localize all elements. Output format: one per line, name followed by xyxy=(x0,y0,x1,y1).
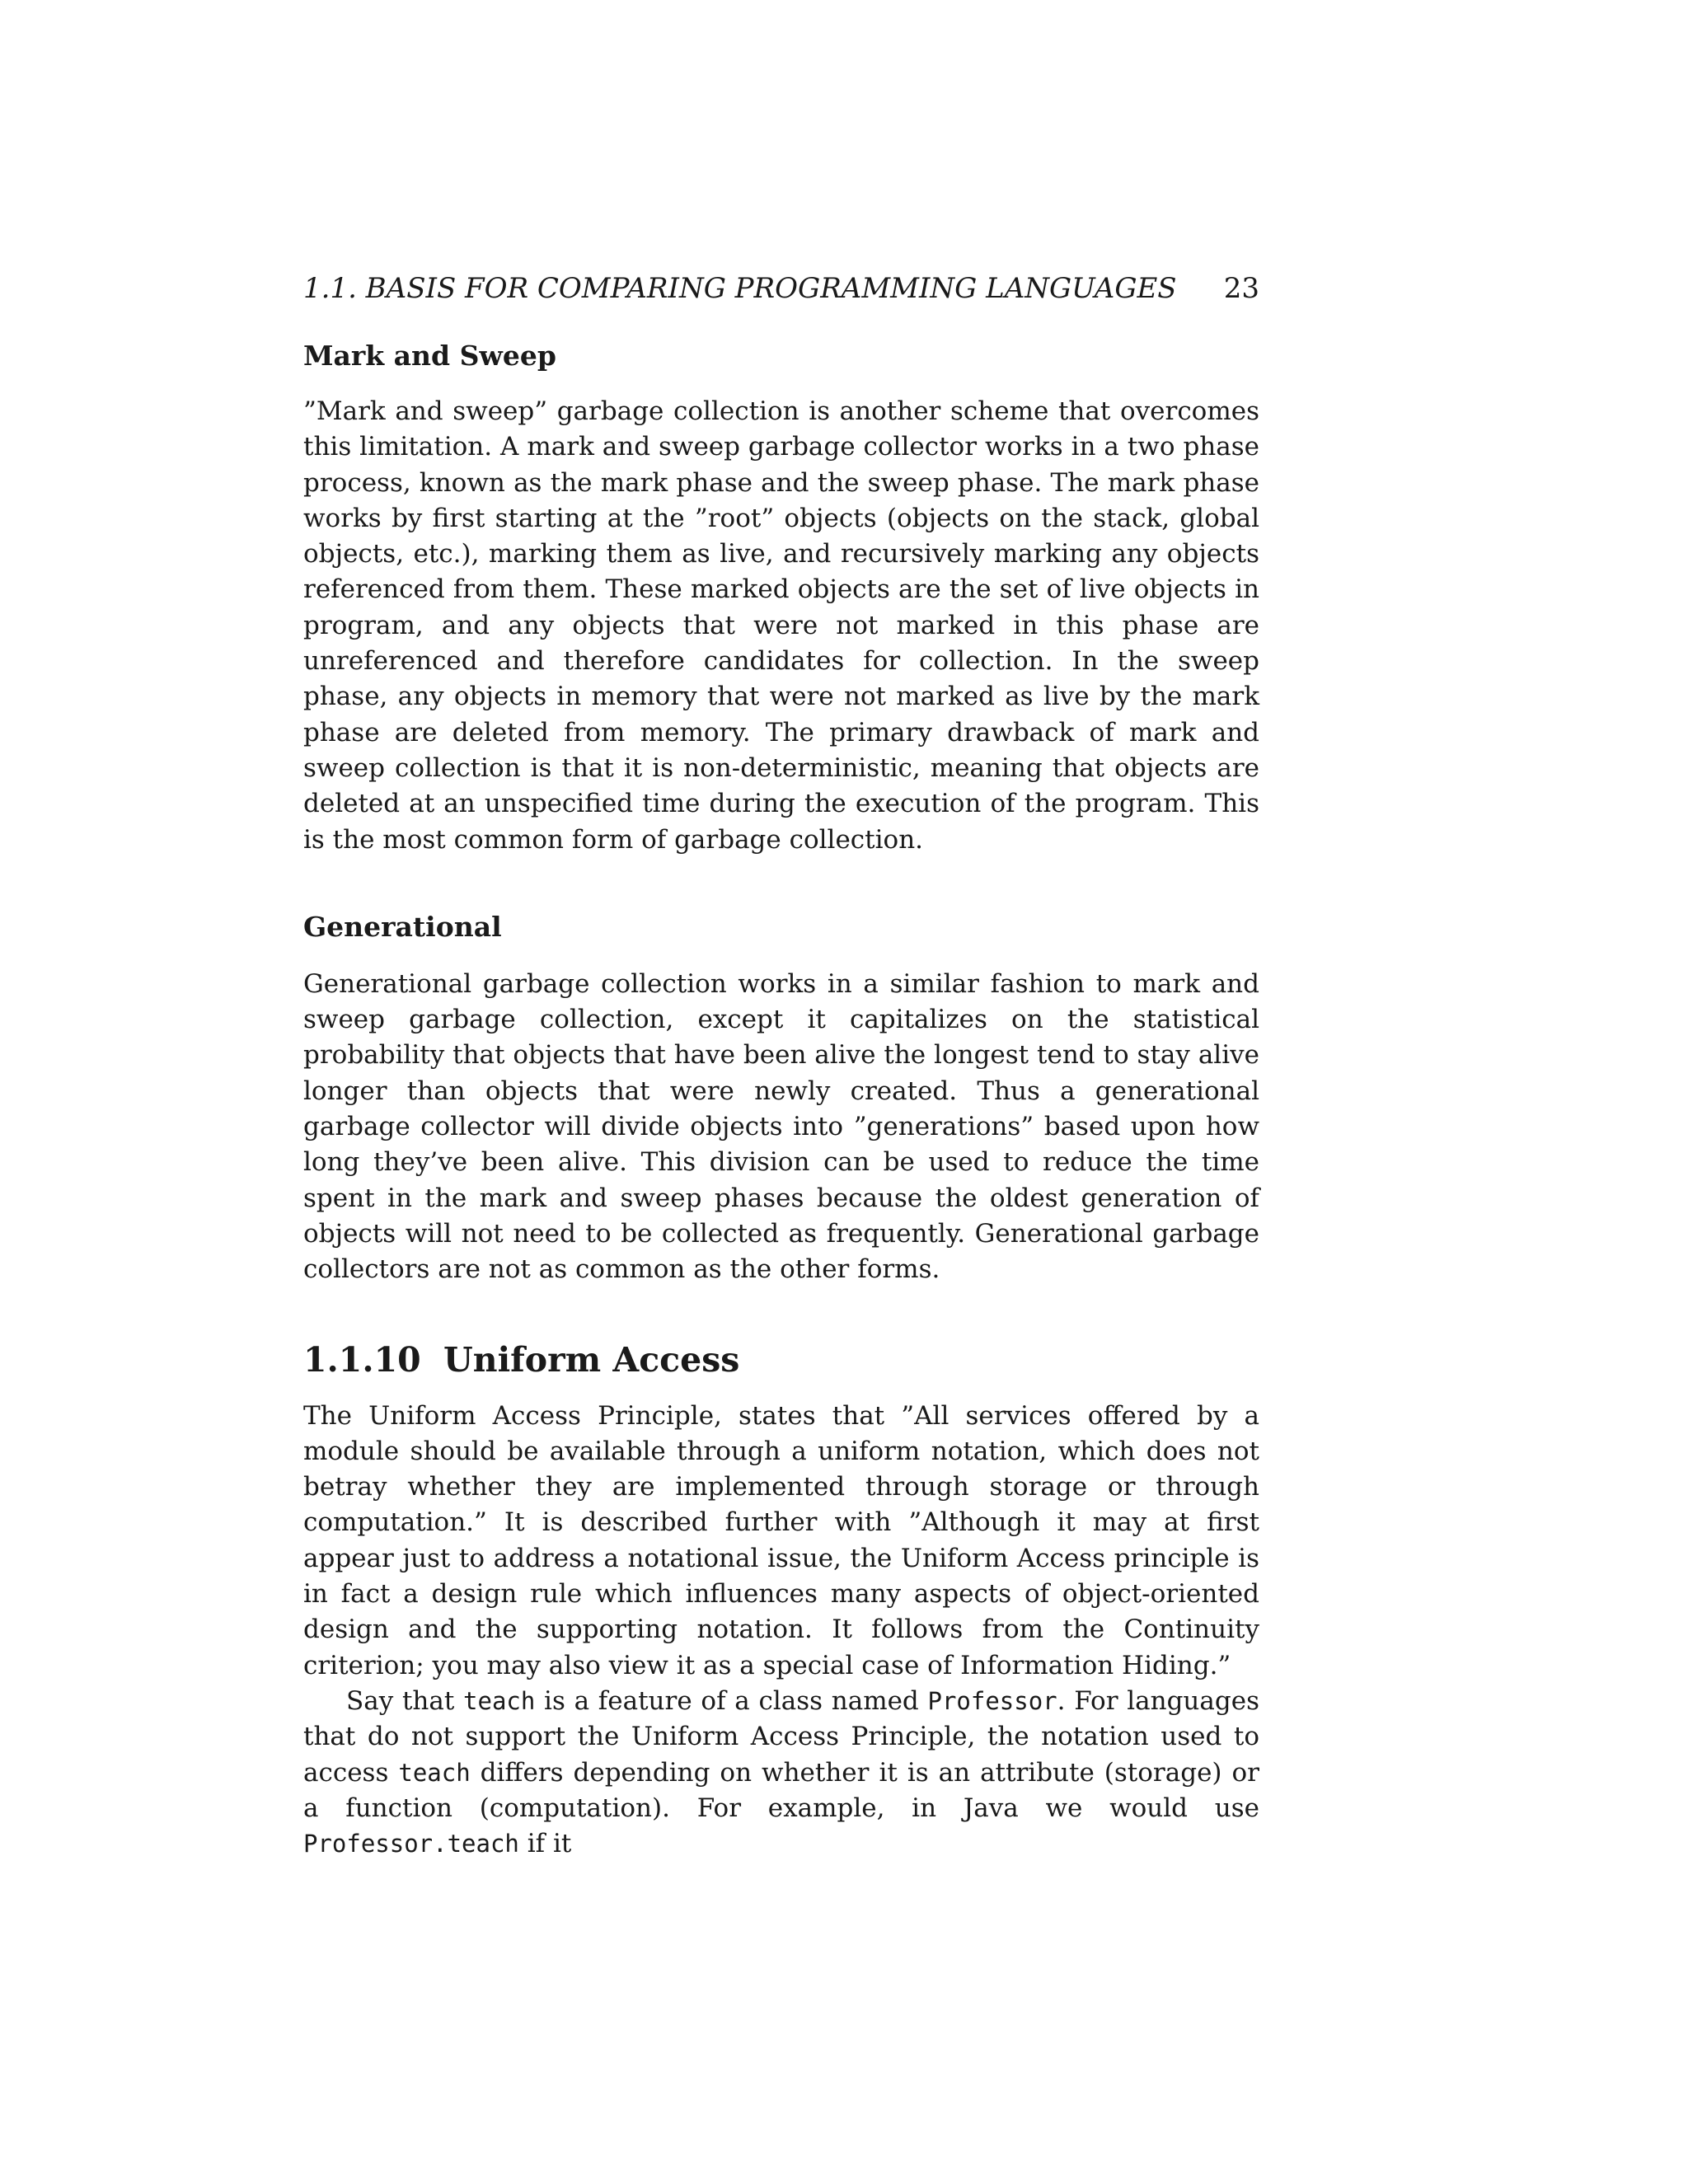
paragraph-generational: Generational garbage collection works in a similar fashion to mark and sweep garbage collection, except it capitalizes on the statistical probability that objects that have been alive the longest tend to stay alive longer than objects that were newly created. Thus a generational garbage collector will divide objects into ”generations” based upon how long they’ve been alive. This division can be used to reduce the time spent in the mark and sweep phases because the oldest generation of objects will not need to be collected as frequently. Generational garbage collectors are not as common as the other forms. xyxy=(303,968,1259,1285)
page-body xyxy=(303,272,1259,1862)
text-run: if it xyxy=(518,1829,572,1859)
heading-generational: Generational xyxy=(303,910,502,943)
section-heading-uniform-access xyxy=(303,1339,1259,1380)
paragraph-uniform-access-2 xyxy=(303,1684,1259,1862)
text-run: Say that xyxy=(346,1685,464,1716)
heading-mark-and-sweep: Mark and Sweep xyxy=(303,340,556,372)
section-title: Uniform Access xyxy=(443,1339,740,1380)
text-run: differs depending on whether it is an attribute (storage) or a function (computation). For example, in Java we would use xyxy=(303,1757,1259,1823)
page-number: 23 xyxy=(1223,272,1259,305)
text-run: is a feature of a class named xyxy=(535,1685,928,1716)
paragraph-uniform-access-1: The Uniform Access Principle, states that ”All services offered by a module should be available through a uniform notation, which does not betray whether they are implemented through storage or through computation.” It is described further with ”Although it may at first appear just to address a notational issue, the Uniform Access principle is in fact a design rule which influences many aspects of object-oriented design and the supporting notation. It follows from the Continuity criterion; you may also view it as a special case of Information Hiding.” xyxy=(303,1400,1259,1680)
code-professor: Professor xyxy=(927,1686,1057,1715)
code-professor-teach: Professor.teach xyxy=(303,1830,519,1858)
code-teach: teach xyxy=(463,1686,536,1715)
paragraph-mark-and-sweep: ”Mark and sweep” garbage collection is another scheme that overcomes this limitation. A mark and sweep garbage collector works in a two phase process, known as the mark phase and the sweep phase. The mark phase works by first starting at the ”root” objects (objects on the stack, global objects, etc.), marking them as live, and recursively marking any objects referenced from them. These marked objects are the set of live objects in program, and any objects that were not marked in this phase are unreferenced and therefore candidates for collection. In the sweep phase, any objects in memory that were not marked as live by the mark phase are deleted from memory. The primary drawback of mark and sweep collection is that it is non-deterministic, meaning that objects are deleted at an unspecified time during the execution of the program. This is the most common form of garbage collection. xyxy=(303,396,1259,855)
running-header xyxy=(303,272,1259,305)
running-header-title: 1.1. BASIS FOR COMPARING PROGRAMMING LANGUAGES xyxy=(303,272,1177,305)
code-teach: teach xyxy=(398,1758,471,1787)
section-number: 1.1.10 xyxy=(303,1339,421,1380)
text-run: . For languages that do not support the Uniform Access Principle, the notation used to access xyxy=(303,1685,1259,1788)
